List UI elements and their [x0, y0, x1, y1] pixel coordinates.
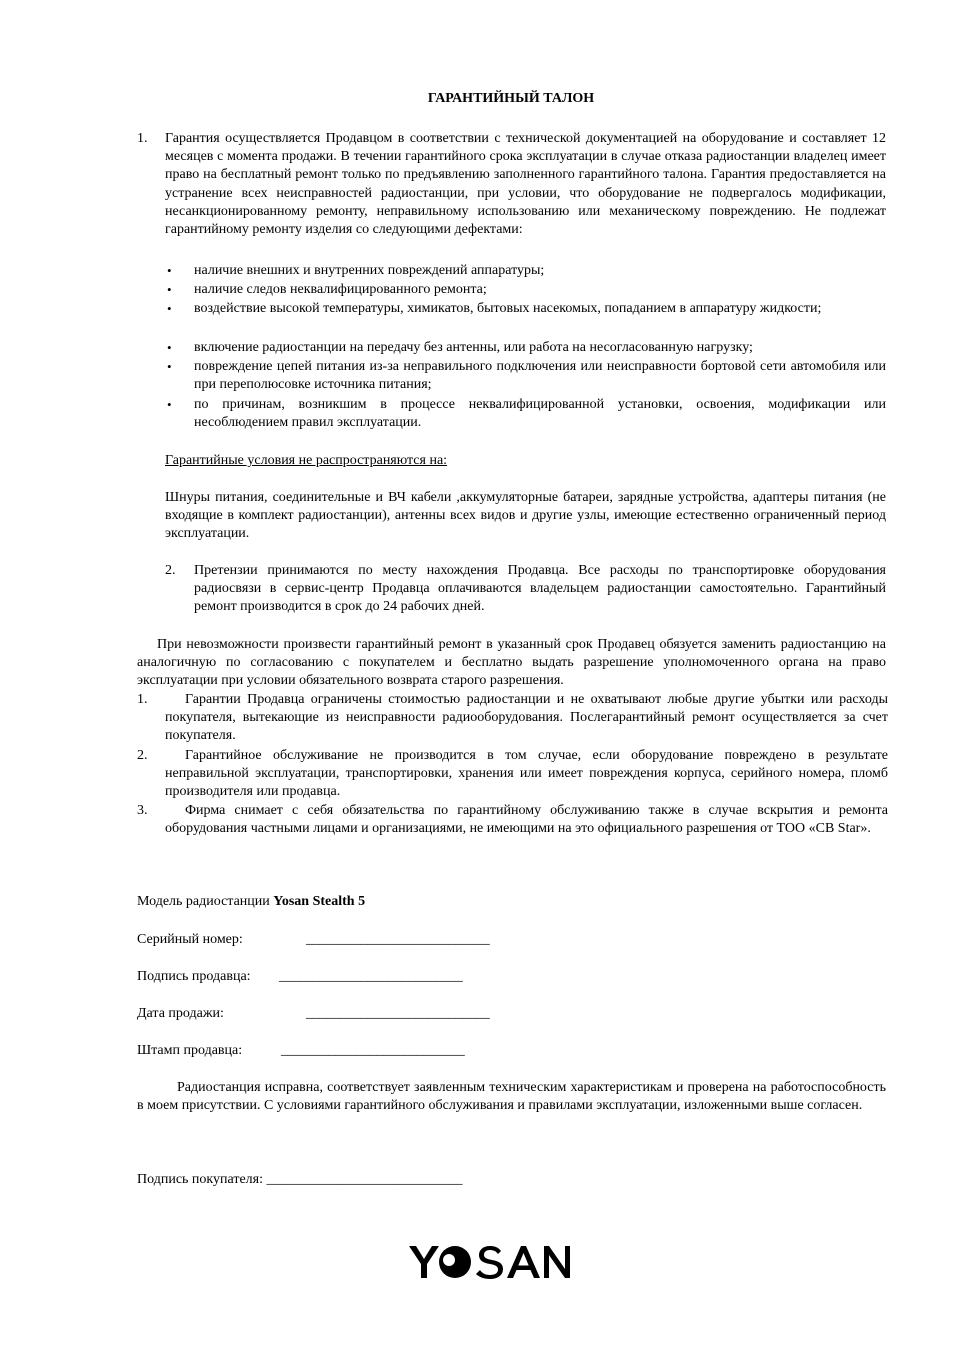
section1-number: 1. — [137, 131, 148, 146]
term-text: Гарантии Продавца ограничены стоимостью радиостанции и не охватывают любые другие убытки или расходы покупателя, вытекающие из неисправности радиооборудования. Послегарантийный ремонт осуществляется за счет покупателя. — [165, 692, 888, 744]
sale-date-field[interactable]: ___________________________ — [306, 1006, 490, 1021]
section2-text: Претензии принимаются по месту нахождения Продавца. Все расходы по транспортировке оборудования радиосвязи в сервис-центр Продавца оплачиваются владельцем радиостанции самостоятельно. Гарантийный ремонт производится в срок до 24 рабочих дней. — [194, 563, 886, 615]
model-label: Модель радиостанции — [137, 894, 274, 909]
buyer-signature-field[interactable]: ____________________________ — [266, 1172, 463, 1187]
section1-text: Гарантия осуществляется Продавцом в соответствии с технической документацией на оборудование и составляет 12 месяцев с момента продажи. В течении гарантийного срока эксплуатации в случае отказа радиостанции владелец имеет право на бесплатный ремонт только по предъявлению заполненного гарантийного талона. Гарантия предоставляется на устранение всех неисправностей радиостанции, при условии, что оборудование не подвергалось модификации, несанкционированному ремонту, неправильному использованию или механическому повреждению. Не подлежат гарантийному ремонту изделия со следующими дефектами: — [165, 131, 886, 238]
term-text: Фирма снимает с себя обязательства по гарантийному обслуживанию также в случае вскрытия и ремонта оборудования частными лицами и организациями, не имеющими на это официального разрешения от ТОО «CB Star». — [165, 803, 888, 837]
exclusions-text: Шнуры питания, соединительные и ВЧ кабели ,аккумуляторные батареи, зарядные устройства, адаптеры питания (не входящие в комплект радиостанции), антенны всех видов и другие узлы, имеющие естественно ограниченный период эксплуатации. — [165, 490, 886, 542]
confirmation-text: Радиостанция исправна, соответствует заявленным техническим характеристикам и проверена на работоспособность в моем присутствии. С условиями гарантийного обслуживания и правилами эксплуатации, изложенными выше согласен. — [137, 1080, 886, 1114]
term-number: 3. — [137, 803, 148, 818]
sale-date-label: Дата продажи: — [137, 1006, 224, 1021]
section2-number: 2. — [165, 563, 176, 578]
bullet-item: по причинам, возникшим в процессе неквалифицированной установки, освоения, модификации или несоблюдением правил эксплуатации. — [194, 397, 886, 431]
term-number: 1. — [137, 692, 148, 707]
bullet-icon: • — [167, 263, 172, 278]
buyer-signature-line — [137, 1171, 463, 1189]
replacement-paragraph: При невозможности произвести гарантийный ремонт в указанный срок Продавец обязуется заменить радиостанцию на аналогичную по согласованию с покупателем и бесплатно выдать разрешение уполномоченного органа на право эксплуатации при условии обязательного возврата старого разрешения. — [137, 637, 886, 689]
bullet-icon: • — [167, 282, 172, 297]
buyer-signature-label: Подпись покупателя: — [137, 1172, 267, 1187]
page-title: ГАРАНТИЙНЫЙ ТАЛОН — [427, 91, 595, 106]
exclusions-heading: Гарантийные условия не распространяются на: — [165, 453, 448, 468]
seller-stamp-field[interactable]: ___________________________ — [281, 1043, 465, 1058]
bullet-icon: • — [167, 397, 172, 412]
serial-number-field[interactable]: ___________________________ — [306, 932, 490, 947]
bullet-item: наличие следов неквалифицированного ремонта; — [194, 282, 487, 297]
term-text: Гарантийное обслуживание не производится в том случае, если оборудование повреждено в результате неправильной эксплуатации, транспортировки, хранения или имеет повреждения корпуса, серийного номера, пломб производителя или продавца. — [165, 748, 888, 800]
serial-number-label: Серийный номер: — [137, 932, 243, 947]
bullet-icon: • — [167, 340, 172, 355]
bullet-item: повреждение цепей питания из-за неправильного подключения или неисправности бортовой сети автомобиля или при переполюсовке источника питания; — [194, 359, 886, 393]
seller-signature-field[interactable]: ___________________________ — [279, 969, 463, 984]
term-number: 2. — [137, 748, 148, 763]
seller-stamp-label: Штамп продавца: — [137, 1043, 243, 1058]
yosan-logo — [408, 1244, 572, 1280]
model-value: Yosan Stealth 5 — [273, 894, 366, 909]
bullet-icon: • — [167, 301, 172, 316]
bullet-item: включение радиостанции на передачу без антенны, или работа на несогласованную нагрузку; — [194, 340, 753, 355]
bullet-icon: • — [167, 359, 172, 374]
bullet-item: воздействие высокой температуры, химикатов, бытовых насекомых, попаданием в аппаратуру жидкости; — [194, 301, 822, 316]
seller-signature-label: Подпись продавца: — [137, 969, 251, 984]
model-line — [137, 893, 365, 911]
bullet-item: наличие внешних и внутренних повреждений аппаратуры; — [194, 263, 545, 278]
